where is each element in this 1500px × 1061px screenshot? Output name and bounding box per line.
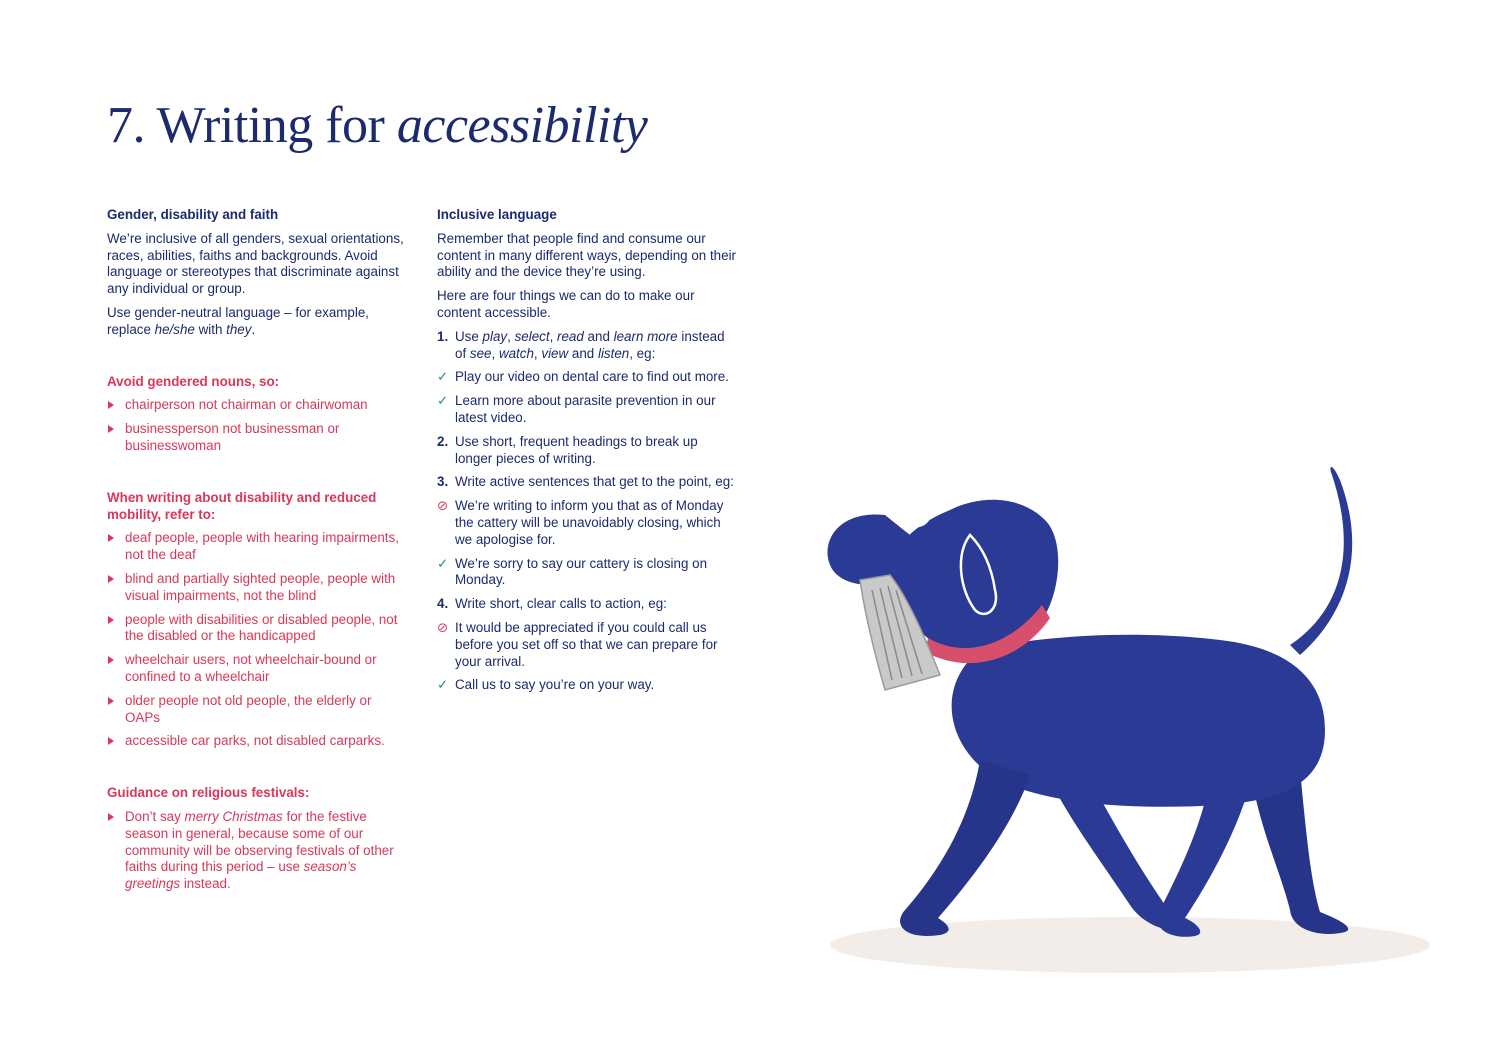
religious-list (107, 809, 407, 893)
heading-gender: Gender, disability and faith (107, 207, 279, 222)
list-item: accessible car parks, not disabled carparks. (107, 733, 407, 750)
example-text: Learn more about parasite prevention in our latest video. (455, 393, 716, 425)
steps-list (437, 329, 737, 694)
check-icon: ✓ (437, 555, 449, 571)
emphasis-run: they (226, 321, 252, 337)
example-good (437, 393, 737, 427)
gendered-nouns-list (107, 397, 407, 454)
inclusive-paragraph-1: Remember that people find and consume our content in many different ways, depending on their ability and the device they’re using. (437, 230, 737, 280)
text-run: , (491, 345, 499, 361)
text-run: instead. (180, 876, 231, 892)
example-text: It would be appreciated if you could call us before you set off so that we can prepare for your arrival. (455, 619, 718, 669)
inclusive-paragraph-2: Here are four things we can do to make our content accessible. (437, 288, 695, 320)
step-text: Write short, clear calls to action, eg: (455, 596, 667, 612)
text-run: and (583, 328, 614, 344)
step-number: 1. (437, 328, 449, 344)
step-text: Use short, frequent headings to break up longer pieces of writing. (455, 433, 698, 466)
dog-front-leg (900, 760, 1030, 936)
text-run: , (507, 328, 515, 344)
heading-religious: Guidance on religious festivals: (107, 785, 310, 801)
emphasis-run: read (557, 328, 584, 344)
example-text: We’re sorry to say our cattery is closing on Monday. (455, 555, 708, 588)
text-run: , eg: (629, 345, 656, 361)
title-emphasis: accessibility (396, 97, 648, 154)
dog-tail (1290, 467, 1352, 655)
text-run: , (533, 345, 542, 361)
step-3 (437, 474, 737, 491)
heading-disability: When writing about disability and reduced mobility, refer to: (107, 489, 377, 522)
dog-illustration (780, 440, 1480, 1000)
heading-gendered-nouns: Avoid gendered nouns, so: (107, 373, 280, 389)
text-run: . (251, 321, 256, 337)
text-run: Don’t say (125, 808, 185, 824)
emphasis-run: watch (498, 345, 534, 361)
page-title (107, 96, 647, 156)
example-good (437, 556, 737, 590)
emphasis-run: listen (597, 345, 630, 361)
example-text: Call us to say you’re on your way. (455, 677, 655, 693)
dog-snout (827, 514, 910, 585)
disability-list (107, 530, 407, 750)
example-text: Play our video on dental care to find out more. (455, 369, 729, 385)
list-item: chairperson not chairman or chairwoman (107, 397, 407, 414)
step-number: 3. (437, 474, 449, 490)
step-text: Write active sentences that get to the point, eg: (455, 474, 734, 490)
step-number: 2. (437, 433, 449, 449)
emphasis-run: play (482, 328, 508, 344)
emphasis-run: merry Christmas (184, 808, 283, 824)
check-icon: ✓ (437, 677, 449, 693)
emphasis-run: he/she (154, 321, 195, 337)
step-2 (437, 434, 737, 468)
list-item: businessperson not businessman or businesswoman (107, 421, 407, 455)
list-item: blind and partially sighted people, people with visual impairments, not the blind (107, 571, 407, 605)
emphasis-run: select (514, 328, 550, 344)
step-4 (437, 596, 737, 613)
gender-paragraph-1: We’re inclusive of all genders, sexual orientations, races, abilities, faiths and backgrounds. Avoid language or stereotypes that discriminate against any individual or group. (107, 230, 404, 297)
emphasis-run: season’s greetings (125, 859, 357, 892)
example-bad (437, 620, 737, 670)
list-item: deaf people, people with hearing impairments, not the deaf (107, 530, 407, 564)
example-bad (437, 498, 737, 548)
text-run: instead of (455, 328, 725, 361)
text-run: Use gender-neutral language – for example, replace (107, 304, 370, 337)
text-run: and (568, 345, 598, 361)
right-column (437, 207, 737, 701)
example-text: We’re writing to inform you that as of Monday the cattery will be unavoidably closing, which we apologise for. (455, 498, 724, 547)
emphasis-run: learn more (613, 328, 678, 344)
example-good (437, 369, 737, 386)
check-icon: ✓ (437, 393, 449, 409)
emphasis-run: view (541, 345, 569, 361)
text-run: for the festive season in general, because some of our community will be observing festivals of other faiths during this period – use (125, 808, 394, 875)
title-prefix: 7. Writing for (107, 97, 397, 154)
step-number: 4. (437, 596, 449, 612)
left-column (107, 207, 407, 900)
list-item: people with disabilities or disabled people, not the disabled or the handicapped (107, 612, 407, 646)
prohibited-icon: ⊘ (437, 498, 449, 514)
gender-paragraph-2 (107, 305, 407, 339)
dog-nose-highlight (825, 511, 842, 520)
step-1 (437, 329, 737, 363)
text-run: Use (455, 328, 483, 344)
prohibited-icon: ⊘ (437, 619, 449, 635)
text-run: with (194, 321, 227, 337)
list-item: wheelchair users, not wheelchair-bound or confined to a wheelchair (107, 652, 407, 686)
list-item: older people not old people, the elderly or OAPs (107, 693, 407, 727)
list-item (107, 809, 407, 893)
check-icon: ✓ (437, 369, 449, 385)
heading-inclusive-language: Inclusive language (437, 207, 557, 222)
emphasis-run: see (469, 345, 492, 361)
text-run: , (549, 328, 558, 344)
example-good (437, 677, 737, 694)
